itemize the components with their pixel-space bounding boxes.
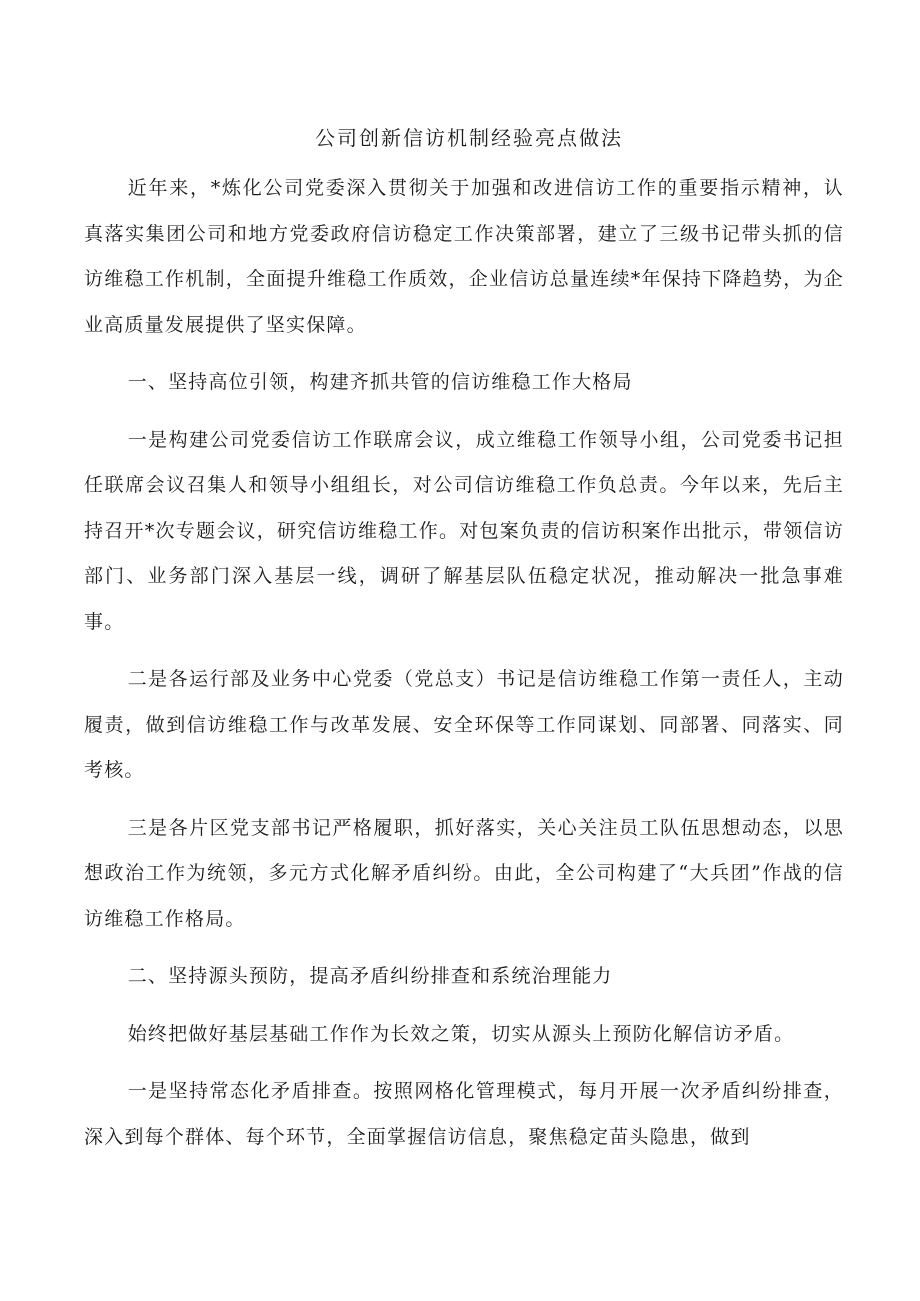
paragraph-point-2-1: 一是坚持常态化矛盾排查。按照网格化管理模式，每月开展一次矛盾纠纷排查，深入到每个群体、每个环节，全面掌握信访信息，聚焦稳定苗头隐患，做到: [84, 1080, 844, 1148]
section-heading-2: 二、坚持源头预防，提高矛盾纠纷排查和系统治理能力: [127, 965, 613, 987]
paragraph-point-1-2: 二是各运行部及业务中心党委（党总支）书记是信访维稳工作第一责任人，主动履责，做到信访维稳工作与改革发展、安全环保等工作同谋划、同部署、同落实、同考核。: [84, 668, 844, 781]
section-heading-1: 一、坚持高位引领，构建齐抓共管的信访维稳工作大格局: [127, 371, 633, 393]
paragraph-intro: 近年来，*炼化公司党委深入贯彻关于加强和改进信访工作的重要指示精神，认真落实集团公司和地方党委政府信访稳定工作决策部署，建立了三级书记带头抓的信访维稳工作机制，全面提升维稳工作质效，企业信访总量连续*年保持下降趋势，为企业高质量发展提供了坚实保障。: [84, 177, 844, 336]
paragraph-point-1-3: 三是各片区党支部书记严格履职，抓好落实，关心关注员工队伍思想动态，以思想政治工作为统领，多元方式化解矛盾纠纷。由此，全公司构建了“大兵团”作战的信访维稳工作格局。: [84, 816, 844, 930]
document-title: 公司创新信访机制经验亮点做法: [315, 126, 623, 150]
paragraph-point-1-1: 一是构建公司党委信访工作联席会议，成立维稳工作领导小组，公司党委书记担任联席会议召集人和领导小组组长，对公司信访维稳工作负总责。今年以来，先后主持召开*次专题会议，研究信访维稳工作。对包案负责的信访积案作出批示，带领信访部门、业务部门深入基层一线，调研了解基层队伍稳定状况，推动解决一批急事难事。: [84, 428, 844, 633]
paragraph-section-2-intro: 始终把做好基层基础工作作为长效之策，切实从源头上预防化解信访矛盾。: [127, 1022, 795, 1045]
